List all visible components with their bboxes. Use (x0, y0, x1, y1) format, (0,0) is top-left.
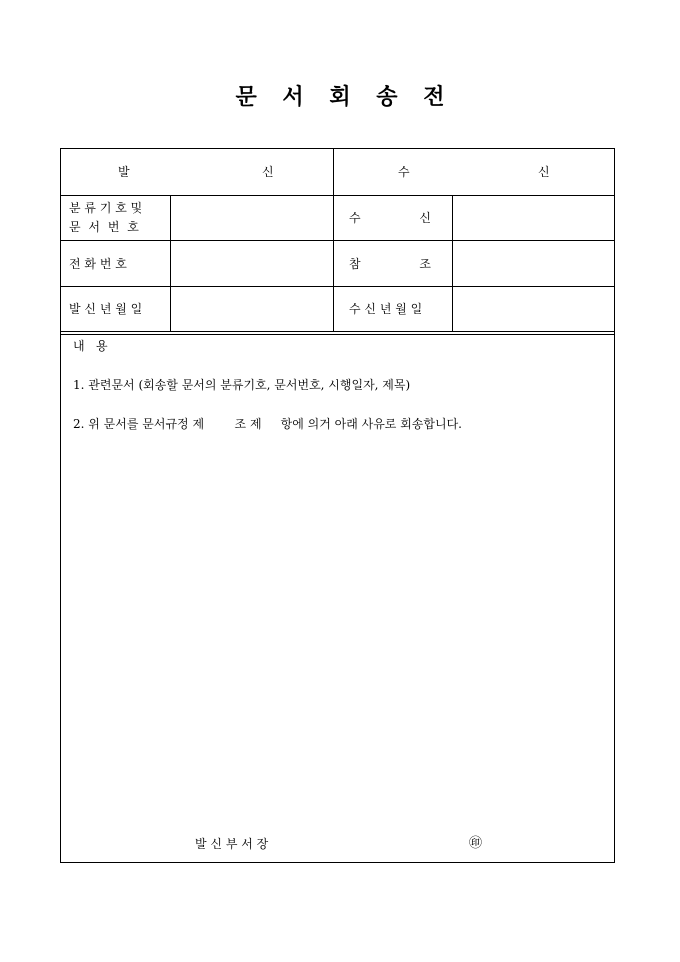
reference-value[interactable] (455, 243, 611, 283)
receiver-label (349, 211, 431, 225)
title-char: 전 (423, 84, 445, 110)
reference-label-right: 조 (419, 257, 431, 271)
sender-header-left: 발 (118, 165, 130, 179)
receiver-label-left: 수 (349, 211, 361, 225)
document-title (0, 80, 680, 111)
phone-value[interactable] (173, 243, 329, 283)
content-item-2: 2. 위 문서를 문서규정 제 조 제 항에 의거 아래 사유로 회송합니다. (73, 417, 462, 431)
reference-label-left: 참 (349, 257, 361, 271)
row-divider (61, 331, 614, 332)
row-divider (61, 334, 614, 335)
row-divider (61, 195, 614, 196)
form-frame (60, 148, 615, 863)
receive-date-value[interactable] (455, 289, 611, 329)
row-divider (61, 286, 614, 287)
send-date-value[interactable] (173, 289, 329, 329)
receiver-header-right: 신 (538, 165, 550, 179)
content-item-1: 1. 관련문서 (회송할 문서의 분류기호, 문서번호, 시행일자, 제목) (73, 378, 411, 392)
title-char: 서 (282, 84, 304, 110)
send-date-label: 발 신 년 월 일 (69, 302, 143, 316)
column-divider (333, 149, 334, 332)
phone-label: 전 화 번 호 (69, 257, 127, 271)
receive-date-label: 수 신 년 월 일 (349, 302, 423, 316)
signer-label: 발 신 부 서 장 (195, 837, 269, 851)
classification-value[interactable] (173, 198, 329, 238)
title-char: 문 (235, 84, 257, 110)
title-char: 송 (376, 84, 398, 110)
column-divider (170, 195, 171, 332)
classification-label-line1: 분 류 기 호 및 (69, 201, 143, 215)
sender-header-right: 신 (262, 165, 274, 179)
row-divider (61, 240, 614, 241)
column-divider (452, 195, 453, 332)
content-label: 내 용 (73, 339, 108, 353)
receiver-label-right: 신 (419, 211, 431, 225)
classification-label-line2: 문 서 번 호 (69, 220, 139, 234)
receiver-value[interactable] (455, 198, 611, 238)
title-char: 회 (329, 84, 351, 110)
reference-label (349, 257, 431, 271)
content-body[interactable] (73, 439, 603, 819)
receiver-header-left: 수 (398, 165, 410, 179)
seal-icon: ㊞ (469, 836, 483, 851)
